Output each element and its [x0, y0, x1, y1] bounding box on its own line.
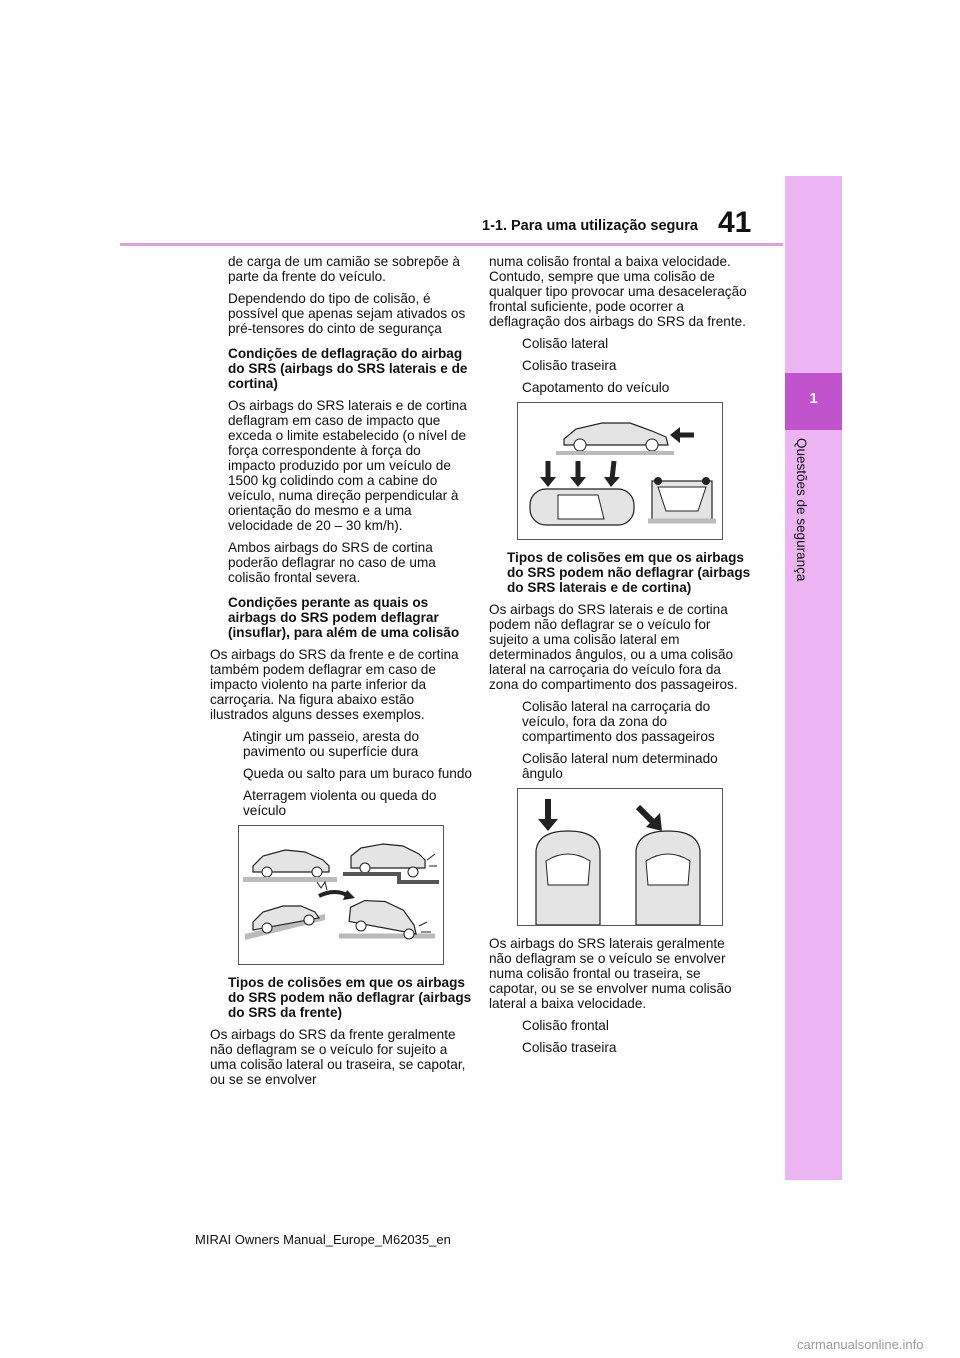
car-rear-impact-icon [556, 423, 694, 455]
paragraph: Ambos airbags do SRS de cortina poderão deflagrar no caso de uma colisão frontal severa. [228, 540, 436, 585]
list-item: Colisão traseira [522, 1040, 617, 1055]
figure-caption: Tipos de colisões em que os airbags do SRS podem não deflagrar (airbags do SRS da frente) [228, 975, 472, 1020]
illustration-side-rear-rollover [517, 402, 723, 540]
subheading: Condições de deflagração do airbag do SRS (airbags do SRS laterais e de cortina) [228, 346, 468, 391]
chapter-number: 1 [809, 390, 818, 407]
car-side-impact-icon [530, 461, 634, 525]
list-item: Colisão traseira [522, 358, 617, 373]
car-rollover-icon [648, 477, 716, 521]
paragraph: Os airbags do SRS da frente e de cortina também podem deflagrar em caso de impacto violento na parte inferior da carroçaria. Na figura abaixo estão ilustrados alguns desses exemplos. [210, 647, 459, 722]
left-column [210, 254, 472, 1094]
chapter-title: Questões de segurança [794, 438, 809, 582]
paragraph: numa colisão frontal a baixa velocidade. Contudo, sempre que uma colisão de qualquer tipo provocar uma desaceleração frontal suficiente, pode ocorrer a deflagração dos airbags do SRS da frente. [489, 254, 747, 329]
paragraph: Os airbags do SRS da frente geralmente não deflagram se o veículo for sujeito a uma colisão lateral ou traseira, se capotar, ou se se envolver [210, 1027, 466, 1087]
illustration-angled-side-impacts [517, 788, 723, 926]
car-angled-impact-icon [636, 807, 700, 925]
figure-caption: Tipos de colisões em que os airbags do SRS podem não deflagrar (airbags do SRS laterais e de cortina) [507, 550, 751, 595]
list-item: Atingir um passeio, aresta do pavimento ou superfície dura [243, 729, 420, 759]
car-pothole-icon [343, 844, 439, 882]
car-curb-icon [243, 850, 337, 890]
paragraph: Os airbags do SRS laterais e de cortina deflagram em caso de impacto que exceda o limite estabelecido (o nível de força correspondente à força do impacto produzido por um veículo de 1500 kg colidindo com a cabine do veículo, numa direção perpendicular à orientação do mesmo e a uma velocidade de 20 – 30 km/h). [228, 398, 467, 533]
list-item: Capotamento do veículo [522, 380, 670, 395]
list-item: Colisão frontal [522, 1018, 609, 1033]
header-rule [120, 243, 783, 246]
chapter-side-tab [785, 176, 842, 1180]
watermark: carmanualsonline.info [797, 1337, 924, 1352]
paragraph: de carga de um camião se sobrepõe à parte da frente do veículo. [228, 254, 460, 284]
page-number: 41 [718, 206, 752, 239]
right-column [489, 254, 751, 1062]
list-item: Colisão lateral num determinado ângulo [522, 751, 718, 781]
list-item: Colisão lateral na carroçaria do veículo, fora da zona do compartimento dos passageiros [522, 699, 715, 744]
car-fore-impact-icon [536, 799, 600, 925]
section-header: 1-1. Para uma utilização segura [482, 218, 698, 234]
paragraph: Dependendo do tipo de colisão, é possível que apenas sejam ativados os pré-tensores do cinto de segurança [228, 291, 466, 336]
illustration-underbody-impacts [238, 825, 444, 965]
subheading: Condições perante as quais os airbags do SRS podem deflagrar (insuflar), para além de uma colisão [228, 595, 460, 640]
car-landing-icon [245, 890, 435, 940]
list-item: Queda ou salto para um buraco fundo [243, 766, 472, 781]
manual-footer: MIRAI Owners Manual_Europe_M62035_en [195, 1232, 451, 1247]
list-item: Colisão lateral [522, 336, 609, 351]
paragraph: Os airbags do SRS laterais e de cortina podem não deflagrar se o veículo for sujeito a uma colisão lateral em determinados ângulos, ou a uma colisão lateral na carroçaria do veículo fora da zona do compartimento dos passageiros. [489, 602, 738, 692]
paragraph: Os airbags do SRS laterais geralmente não deflagram se o veículo se envolver numa colisão frontal ou traseira, se capotar, ou se se envolver numa colisão lateral a baixa velocidade. [489, 936, 732, 1011]
list-item: Aterragem violenta ou queda do veículo [243, 788, 437, 818]
